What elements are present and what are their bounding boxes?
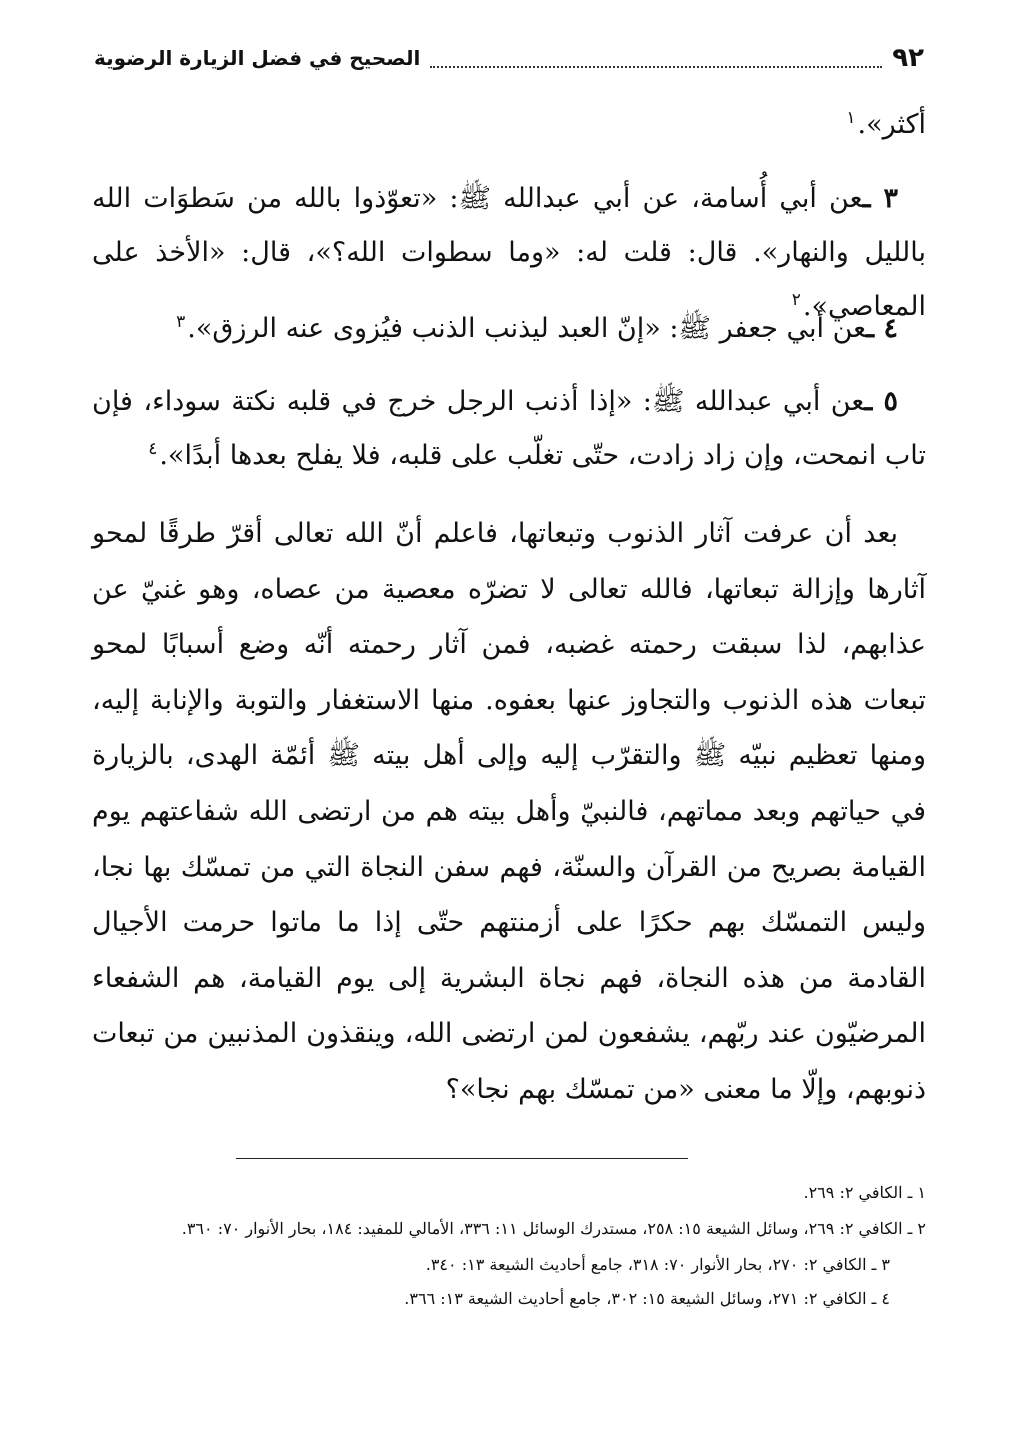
footnote-separator [236,1158,688,1159]
footnote-marker-3: ٣ [176,312,186,332]
footnote-1: ١ ـ الكافي ٢: ٢٦٩. [803,1183,926,1202]
book-title: الصحيح في فضل الزيارة الرضوية [94,46,421,70]
running-header [94,38,924,78]
footnote-2: ٢ ـ الكافي ٢: ٢٦٩، وسائل الشيعة ١٥: ٢٥٨، مستدرك الوسائل ١١: ٣٣٦، الأمالي للمفيد: ١٨٤، بحار الأنوار ٧٠: ٣٦٠. [181,1219,926,1238]
hadith-text: عن أبي أُسامة، عن أبي عبدالله ﷺ: «تعوّذوا بالله من سَطوَات الله بالليل والنهار». قال: قلت له: «وما سطوات الله؟»، قال: «الأخذ على المعاصي». [92,183,926,322]
footnote-4: ٤ ـ الكافي ٢: ٢٧١، وسائل الشيعة ١٥: ٣٠٢، جامع أحاديث الشيعة ١٣: ٣٦٦. [404,1289,890,1308]
hadith-number: ٣ ـ [862,183,899,214]
hadith-text: عن أبي عبدالله ﷺ: «إذا أذنب الرجل خرج في قلبه نكتة سوداء، فإن تاب انمحت، وإن زاد زادت، حتّى تغلّب على قلبه، فلا يفلح بعدها أبدًا». [92,386,926,471]
hadith-text: عن أبي جعفر ﷺ: «إنّ العبد ليذنب الذنب فيُزوى عنه الرزق». [187,313,867,344]
footnote-marker-4: ٤ [148,439,158,459]
header-dotted-leader [430,48,882,68]
footnote-3: ٣ ـ الكافي ٢: ٢٧٠، بحار الأنوار ٧٠: ٣١٨، جامع أحاديث الشيعة ١٣: ٣٤٠. [425,1255,890,1274]
page-number: ٩٢ [892,43,924,73]
footnotes [92,1178,926,1318]
continuation-text: أكثر». [857,109,926,140]
continuation-line [92,98,926,152]
hadith-5 [92,375,926,483]
hadith-number: ٥ ـ [864,386,898,417]
footnote-marker-2: ٢ [791,290,801,310]
main-paragraph: بعد أن عرفت آثار الذنوب وتبعاتها، فاعلم أنّ الله تعالى أقرّ طرقًا لمحو آثارها وإزالة تبعاتها، فالله تعالى لا تضرّه معصية من عصاه، وهو غنيّ عن عذابهم، لذا سبقت رحمته غضبه، فمن آثار رحمته أنّه وضع أسبابًا لمحو تبعات هذه الذنوب والتجاوز عنها بعفوه. منها الاستغفار والتوبة والإنابة إليه، ومنها تعظيم نبيّه ﷺ والتقرّب إليه وإلى أهل بيته ﷺ أئمّة الهدى، بالزيارة في حياتهم وبعد مماتهم، فالنبيّ وأهل بيته هم من ارتضى الله شفاعتهم يوم القيامة بصريح من القرآن والسنّة، فهم سفن النجاة التي من تمسّك بها نجا، وليس التمسّك بهم حكرًا على أزمنتهم حتّى إذا ما ماتوا حرمت الأجيال القادمة من هذه النجاة، فهم نجاة البشرية إلى يوم القيامة، هم الشفعاء المرضيّون عند ربّهم، يشفعون لمن ارتضى الله، وينقذون المذنبين من تبعات ذنوبهم، وإلّا ما معنى «من تمسّك بهم نجا»؟ [92,518,926,1105]
hadith-number: ٤ ـ [866,313,898,344]
footnote-marker-1: ١ [846,108,856,128]
hadith-4 [92,302,926,356]
